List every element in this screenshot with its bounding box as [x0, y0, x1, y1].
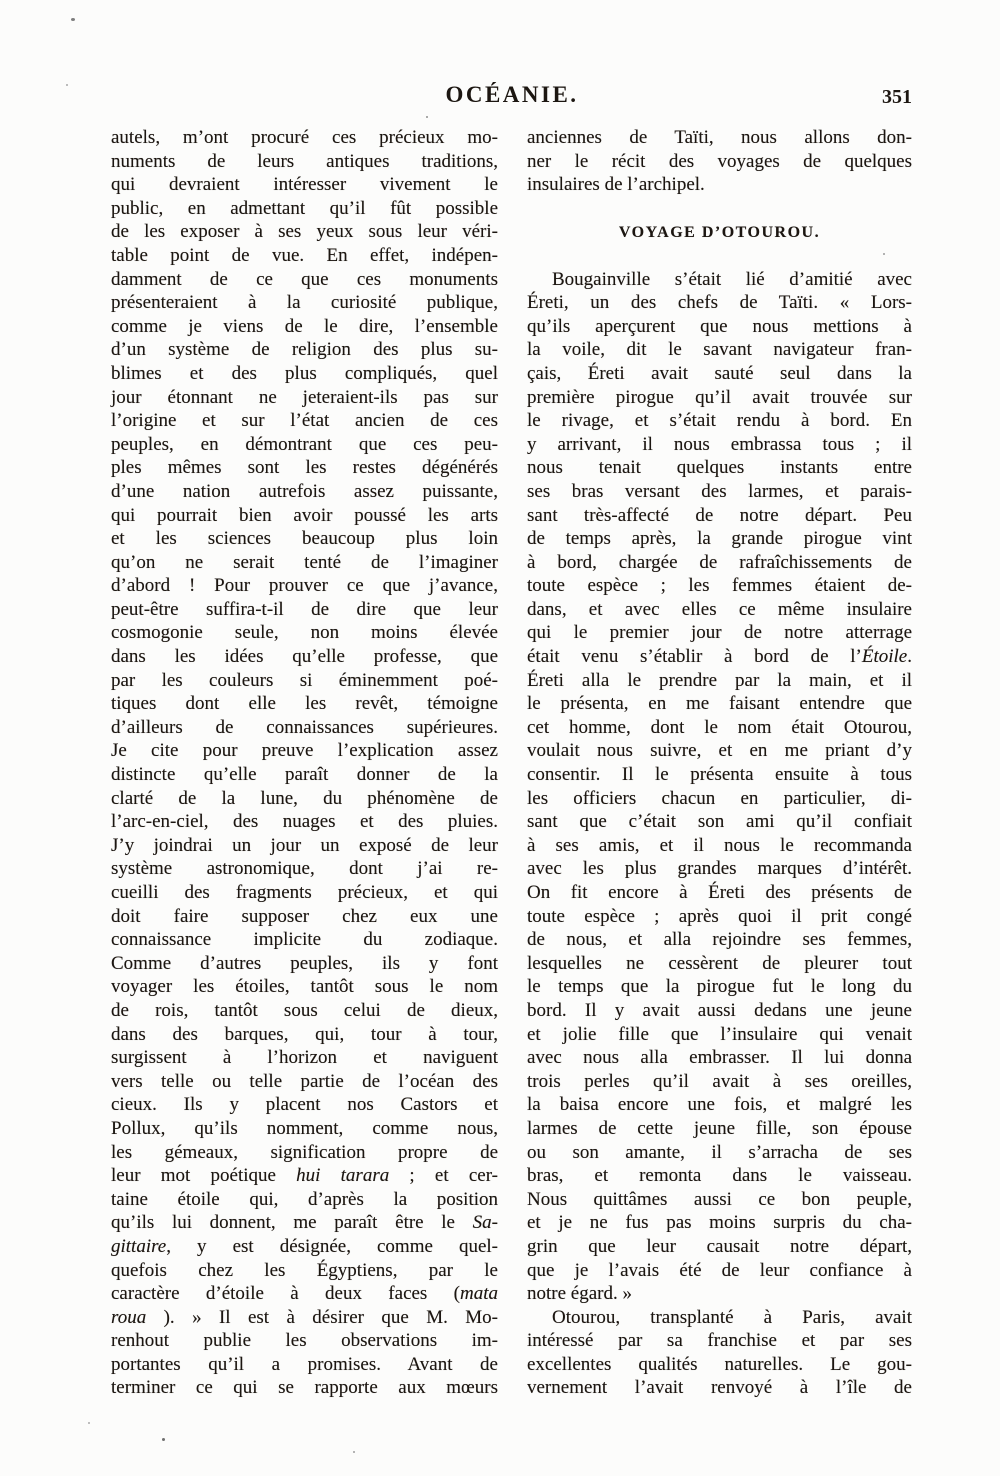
text-line: était venu s’établir à bord de l’Étoile. [527, 646, 912, 668]
text-line: le rivage, et s’était rendu à bord. En [527, 410, 912, 432]
text-line: roua ). » Il est à désirer que M. Mo- [111, 1306, 498, 1328]
text-line: notre égard. » [527, 1283, 632, 1305]
text-line: autels, m’ont procuré ces précieux mo- [111, 127, 498, 148]
text-line: et les sciences beaucoup plus loin [111, 528, 498, 550]
text-line: qui le premier jour de notre atterrage [527, 622, 912, 644]
text-line: gittaire, y est désignée, comme quel- [111, 1235, 498, 1257]
text-line: qu’on ne serait tenté de l’imaginer [111, 551, 498, 573]
text-line: Pollux, qu’ils nomment, comme nous, [111, 1117, 498, 1139]
text-line: cet homme, dont le nom était Otourou, [527, 716, 912, 738]
text-line: l’origine et sur l’état ancien de ces [111, 410, 498, 432]
text-line: ou son amante, il s’arracha de ses [527, 1141, 912, 1163]
text-line: anciennes de Taïti, nous allons don- [527, 127, 912, 148]
text-line: numents de leurs antiques traditions, [111, 150, 498, 172]
text-line: qui devraient intéresser vivement le [111, 174, 498, 196]
text-line: distincte qu’elle paraît donner de la [111, 764, 498, 786]
text-line: d’un système de religion des plus su- [111, 339, 498, 361]
text-line: de nous, et alla rejoindre ses femmes, [527, 929, 912, 951]
text-line: le temps que la pirogue fut le long du [527, 976, 912, 998]
text-line: public, en admettant qu’il fût possible [111, 197, 498, 219]
text-line: Comme d’autres peuples, ils y font [111, 952, 498, 974]
text-line: On fit encore à Éreti des présents de [527, 882, 912, 903]
text-line: dans des barques, qui, tour à tour, [111, 1023, 498, 1045]
text-line: intéressé par sa franchise et par ses [527, 1330, 912, 1352]
text-line: dans les idées qu’elle professe, que [111, 646, 498, 668]
text-line: trois perles qu’il avait à ses oreilles, [527, 1070, 912, 1092]
scan-speck [71, 18, 75, 21]
text-line: et jolie fille que l’insulaire qui venait [527, 1023, 912, 1045]
text-line: vers telle ou telle partie de l’océan des [111, 1070, 498, 1092]
text-line: les officiers chacun en particulier, di- [527, 787, 912, 809]
text-line: Éreti alla le prendre par la main, et il [527, 669, 912, 691]
text-line: qu’ils lui donnent, me paraît être le Sa- [111, 1212, 498, 1234]
text-line: d’ailleurs de connaissances supérieures. [111, 716, 498, 738]
text-line: lesquelles ne cessèrent de pleurer tout [527, 952, 912, 974]
text-line: système astronomique, dont j’ai re- [111, 858, 498, 880]
text-line: dans, et avec elles ce même insulaire [527, 598, 912, 620]
text-line: J’y joindrai un jour un exposé de leur [111, 834, 498, 856]
text-column-right [527, 126, 912, 1400]
text-line: sant très-affecté de notre départ. Peu [527, 504, 912, 526]
text-line: que je l’avais été de leur confiance à [527, 1259, 912, 1281]
text-line: ner le récit des voyages de quelques [527, 150, 912, 172]
text-line: caractère d’étoile à deux faces (mata [111, 1283, 498, 1305]
scan-speck [353, 1451, 355, 1453]
text-line: excellentes qualités naturelles. Le gou- [527, 1353, 912, 1375]
text-line: qui pourrait bien avoir poussé les arts [111, 504, 498, 526]
text-line: et je ne fus pas moins surpris du cha- [527, 1212, 912, 1234]
scan-speck [426, 116, 428, 118]
text-line: avec nous alla embrasser. Il lui donna [527, 1047, 912, 1069]
text-line: nous tenait quelques instants entre [527, 457, 912, 479]
text-line: larmes de cette jeune fille, son épouse [527, 1117, 912, 1139]
text-line: Otourou, transplanté à Paris, avait [552, 1306, 912, 1328]
text-line: cosmogonie seule, non moins élevée [111, 622, 498, 644]
text-line: ses bras versant des larmes, et parais- [527, 480, 912, 502]
scan-speck [162, 1438, 165, 1441]
scan-speck [66, 84, 68, 86]
text-line: sant que c’était son ami qu’il confiait [527, 811, 912, 833]
text-line: insulaires de l’archipel. [527, 174, 705, 196]
scan-speck [88, 1422, 90, 1424]
text-line: çais, Éreti avait sauté seul dans la [527, 362, 912, 384]
page-number: 351 [882, 86, 912, 108]
text-line: peut-être suffira-t-il de dire que leur [111, 598, 498, 620]
scan-speck [883, 253, 885, 255]
text-line: tiques dont elle les revêt, témoigne [111, 693, 498, 715]
text-line: à bord, chargée de rafraîchissements de [527, 551, 912, 573]
text-line: voyager les étoiles, tantôt sous le nom [111, 976, 498, 998]
text-line: présenteraient à la curiosité publique, [111, 292, 498, 314]
text-line: qu’ils aperçurent que nous mettions à [527, 315, 912, 337]
section-heading: VOYAGE D’OTOUROU. [618, 223, 821, 241]
text-line: par les couleurs si éminemment poé- [111, 669, 498, 691]
text-line: portantes qu’il a promises. Avant de [111, 1353, 498, 1375]
text-line: comme je viens de le dire, l’ensemble [111, 315, 498, 337]
text-line: avec les plus grandes marques d’intérêt. [527, 858, 912, 880]
text-line: les gémeaux, signification propre de [111, 1141, 498, 1163]
text-line: doit faire supposer chez eux une [111, 905, 498, 927]
text-line: peuples, en démontrant que ces peu- [111, 433, 498, 455]
text-line: toute espèce ; les femmes étaient de- [527, 575, 912, 597]
text-line: toute espèce ; après quoi il prit congé [527, 905, 912, 927]
text-line: de temps après, la grande pirogue vint [527, 528, 912, 550]
text-line: y arrivant, il nous embrassa tous ; il [527, 433, 912, 455]
text-line: Je cite pour preuve l’explication assez [111, 740, 498, 762]
text-line: la baisa encore une fois, et malgré les [527, 1094, 912, 1116]
text-line: voulait nous suivre, et en me priant d’y [527, 740, 912, 762]
text-line: à ses amis, et il nous le recommanda [527, 834, 912, 856]
text-line: connaissance implicite du zodiaque. [111, 929, 498, 951]
text-line: table point de vue. En effet, indépen- [111, 244, 498, 266]
text-line: renhout publie les observations im- [111, 1330, 498, 1352]
running-header-title: OCÉANIE. [445, 82, 579, 107]
text-line: Nous quittâmes aussi ce bon peuple, [527, 1188, 912, 1210]
text-line: surgissent à l’horizon et naviguent [111, 1047, 498, 1069]
text-line: la voile, dit le savant navigateur fran- [527, 339, 912, 361]
text-line: première pirogue qu’il avait trouvée sur [527, 386, 912, 408]
text-line: l’arc-en-ciel, des nuages et des pluies. [111, 811, 498, 833]
text-line: le présenta, en me faisant entendre que [527, 693, 912, 715]
text-line: de rois, tantôt sous celui de dieux, [111, 999, 498, 1021]
text-line: bord. Il y avait aussi dedans une jeune [527, 999, 912, 1021]
text-line: jour étonnant ne jeteraient-ils pas sur [111, 386, 498, 408]
text-line: ples mêmes sont les restes dégénérés [111, 457, 498, 479]
text-line: bras, et remonta dans le vaisseau. [527, 1165, 912, 1187]
text-line: cueilli des fragments précieux, et qui [111, 882, 498, 903]
text-line: consentir. Il le présenta ensuite à tous [527, 764, 912, 786]
text-line: terminer ce qui se rapporte aux mœurs [111, 1377, 498, 1399]
text-line: d’abord ! Pour prouver ce que j’avance, [111, 575, 498, 597]
text-line: blimes et des plus compliqués, quel [111, 362, 498, 384]
text-line: damment de ce que ces monuments [111, 268, 498, 290]
text-line: Éreti, un des chefs de Taïti. « Lors- [527, 292, 912, 314]
text-column-left [111, 126, 498, 1400]
text-line: cieux. Ils y placent nos Castors et [111, 1094, 498, 1116]
text-line: quefois chez les Égyptiens, par le [111, 1259, 498, 1281]
text-line: de les exposer à ses yeux sous leur véri- [111, 221, 498, 243]
text-line: Bougainville s’était lié d’amitié avec [552, 268, 912, 290]
text-line: taine étoile qui, d’après la position [111, 1188, 498, 1210]
text-line: d’une nation autrefois assez puissante, [111, 480, 498, 502]
text-line: vernement l’avait renvoyé à l’île de [527, 1377, 912, 1399]
text-line: grin que leur causait notre départ, [527, 1235, 912, 1257]
text-line: leur mot poétique hui tarara ; et cer- [111, 1165, 498, 1187]
text-line: clarté de la lune, du phénomène de [111, 787, 498, 809]
